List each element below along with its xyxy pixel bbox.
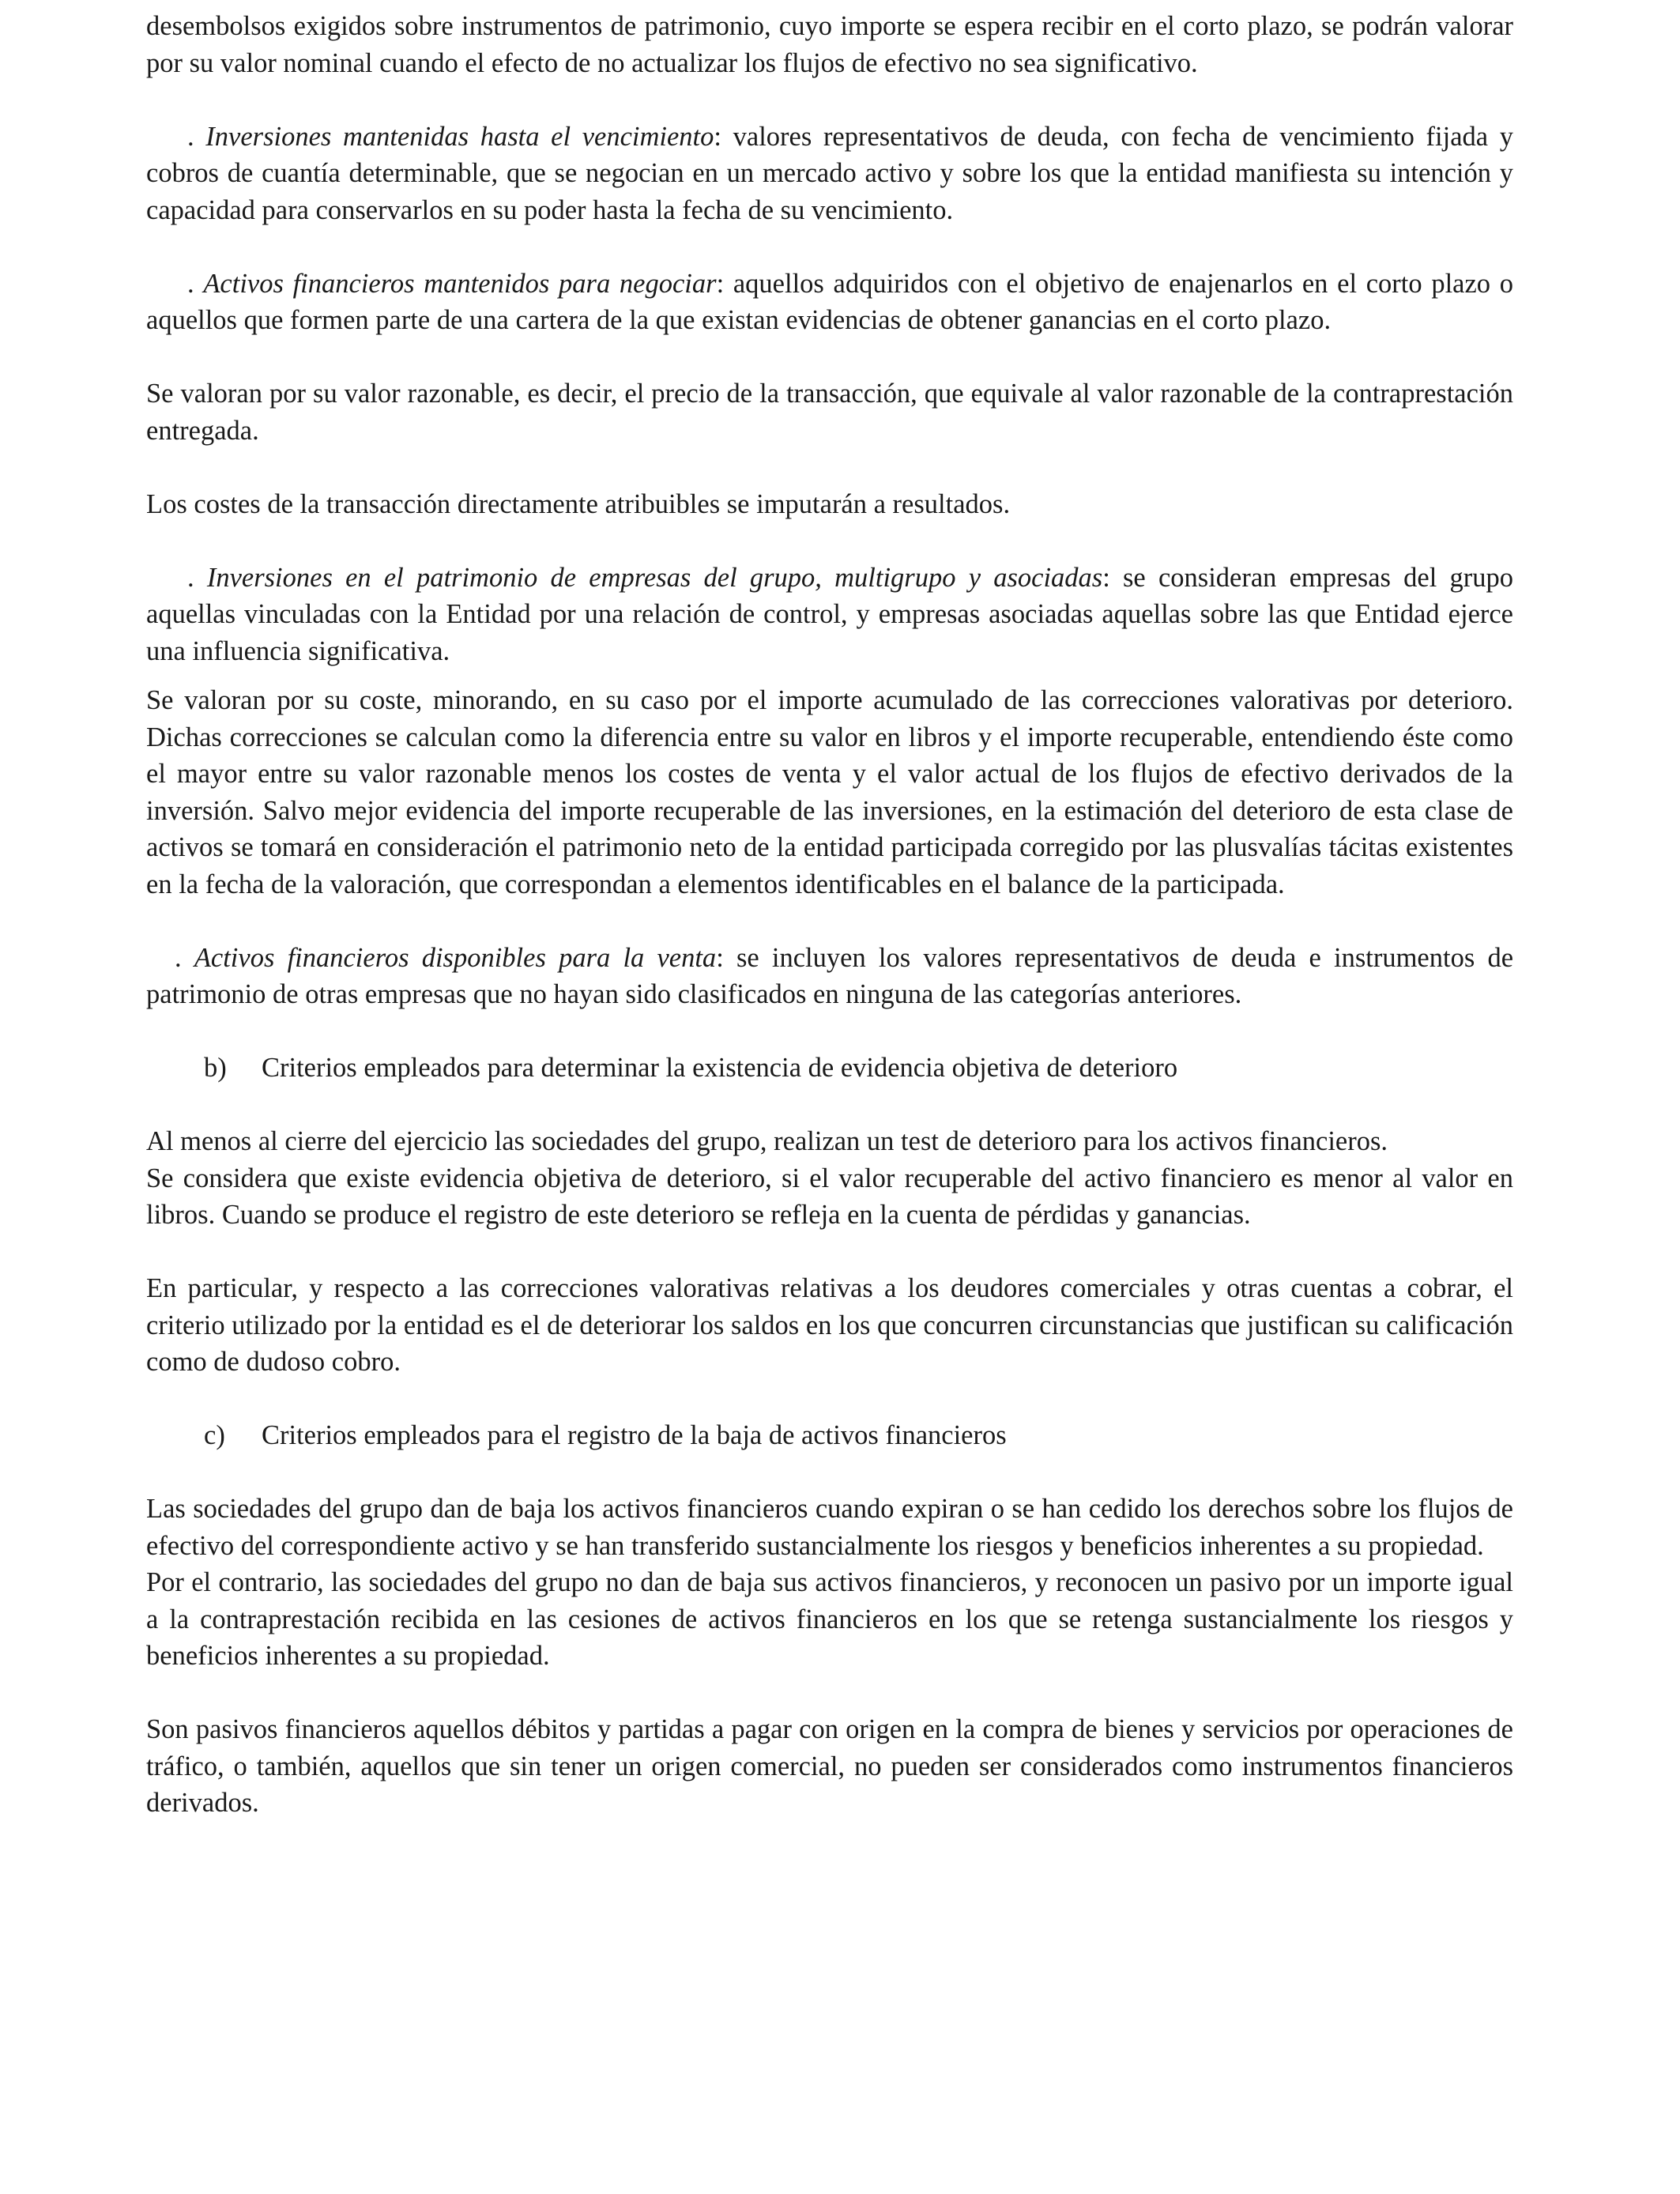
item-term: Activos financieros mantenidos para negociar (203, 268, 717, 299)
item-bullet: . (175, 942, 194, 973)
section-title: Criterios empleados para el registro de la baja de activos financieros (262, 1420, 1007, 1450)
item-bullet: . (187, 121, 206, 152)
item-description: : valores representativos de deuda, con fecha de vencimiento fijada y cobros de cuantía determinable, que se negocian en un mercado activo y sobre los que la entidad manifiesta su intención y capacidad para conservarlos en su poder hasta la fecha de su vencimiento. (146, 121, 1514, 225)
paragraph-derecognition: Las sociedades del grupo dan de baja los activos financieros cuando expiran o se han cedido los derechos sobre los flujos de efectivo del correspondiente activo y se han transferido sustancialmente los riesgos y beneficios inherentes a su propiedad. (146, 1494, 1513, 1561)
item-description: : se incluyen los valores representativos de deuda e instrumentos de patrimonio de otras empresas que no hayan sido clasificados en ninguna de las categorías anteriores. (146, 942, 1514, 1009)
item-available-for-sale (146, 940, 1513, 1013)
item-bullet: . (187, 562, 207, 593)
paragraph-group-valuation: Se valoran por su coste, minorando, en su caso por el importe acumulado de las correcciones valorativas por deterioro. Dichas correcciones se calculan como la diferencia entre su valor en libros y el importe recuperable, entendiendo éste como el mayor entre su valor razonable menos los costes de venta y el valor actual de los flujos de efectivo derivados de la inversión. Salvo mejor evidencia del importe recuperable de las inversiones, en la estimación del deterioro de esta clase de activos se tomará en consideración el patrimonio neto de la entidad participada corregido por las plusvalías tácitas existentes en la fecha de la valoración, que correspondan a elementos identificables en el balance de la participada. (146, 685, 1513, 899)
item-group-investments (146, 560, 1513, 670)
item-held-for-trading (146, 266, 1513, 339)
paragraph-impairment-test: Al menos al cierre del ejercicio las sociedades del grupo, realizan un test de deterioro para los activos financieros. (146, 1126, 1388, 1156)
paragraph-impairment-evidence: Se considera que existe evidencia objetiva de deterioro, si el valor recuperable del activo financiero es menor al valor en libros. Cuando se produce el registro de este deterioro se refleja en la cuenta de pérdidas y ganancias. (146, 1163, 1513, 1230)
document-page (146, 8, 1513, 1822)
paragraph-no-derecognition: Por el contrario, las sociedades del grupo no dan de baja sus activos financieros, y reconocen un pasivo por un importe igual a la contraprestación recibida en las cesiones de activos financieros en los que se retenga sustancialmente los riesgos y beneficios inherentes a su propiedad. (146, 1567, 1513, 1671)
section-title: Criterios empleados para determinar la existencia de evidencia objetiva de deterioro (262, 1053, 1178, 1083)
item-term: Inversiones en el patrimonio de empresas del grupo, multigrupo y asociadas (206, 562, 1103, 593)
section-heading-b (146, 1050, 1513, 1087)
section-heading-c (146, 1417, 1513, 1454)
paragraph-trading-valuation: Se valoran por su valor razonable, es decir, el precio de la transacción, que equivale al valor razonable de la contraprestación entregada. (146, 379, 1513, 446)
section-marker: b) (204, 1053, 227, 1083)
item-description: : aquellos adquiridos con el objetivo de enajenarlos en el corto plazo o aquellos que formen parte de una cartera de la que existan evidencias de obtener ganancias en el corto plazo. (146, 268, 1513, 335)
paragraph-short-term-receivables: desembolsos exigidos sobre instrumentos de patrimonio, cuyo importe se espera recibir en el corto plazo, se podrán valorar por su valor nominal cuando el efecto de no actualizar los flujos de efectivo no sea significativo. (146, 11, 1513, 78)
item-bullet: . (187, 268, 204, 299)
item-term: Activos financieros disponibles para la venta (194, 942, 717, 973)
item-term: Inversiones mantenidas hasta el vencimiento (205, 121, 714, 152)
paragraph-financial-liabilities: Son pasivos financieros aquellos débitos y partidas a pagar con origen en la compra de bienes y servicios por operaciones de tráfico, o también, aquellos que sin tener un origen comercial, no pueden ser considerados como instrumentos financieros derivados. (146, 1714, 1513, 1818)
section-marker: c) (204, 1420, 225, 1450)
paragraph-trading-costs: Los costes de la transacción directamente atribuibles se imputarán a resultados. (146, 488, 1011, 519)
item-description: : se consideran empresas del grupo aquellas vinculadas con la Entidad por una relación de control, y empresas asociadas aquellas sobre las que Entidad ejerce una influencia significativa. (146, 562, 1514, 666)
item-held-to-maturity (146, 119, 1513, 229)
paragraph-trade-receivables: En particular, y respecto a las correcciones valorativas relativas a los deudores comerciales y otras cuentas a cobrar, el criterio utilizado por la entidad es el de deteriorar los saldos en los que concurren circunstancias que justifican su calificación como de dudoso cobro. (146, 1273, 1513, 1377)
